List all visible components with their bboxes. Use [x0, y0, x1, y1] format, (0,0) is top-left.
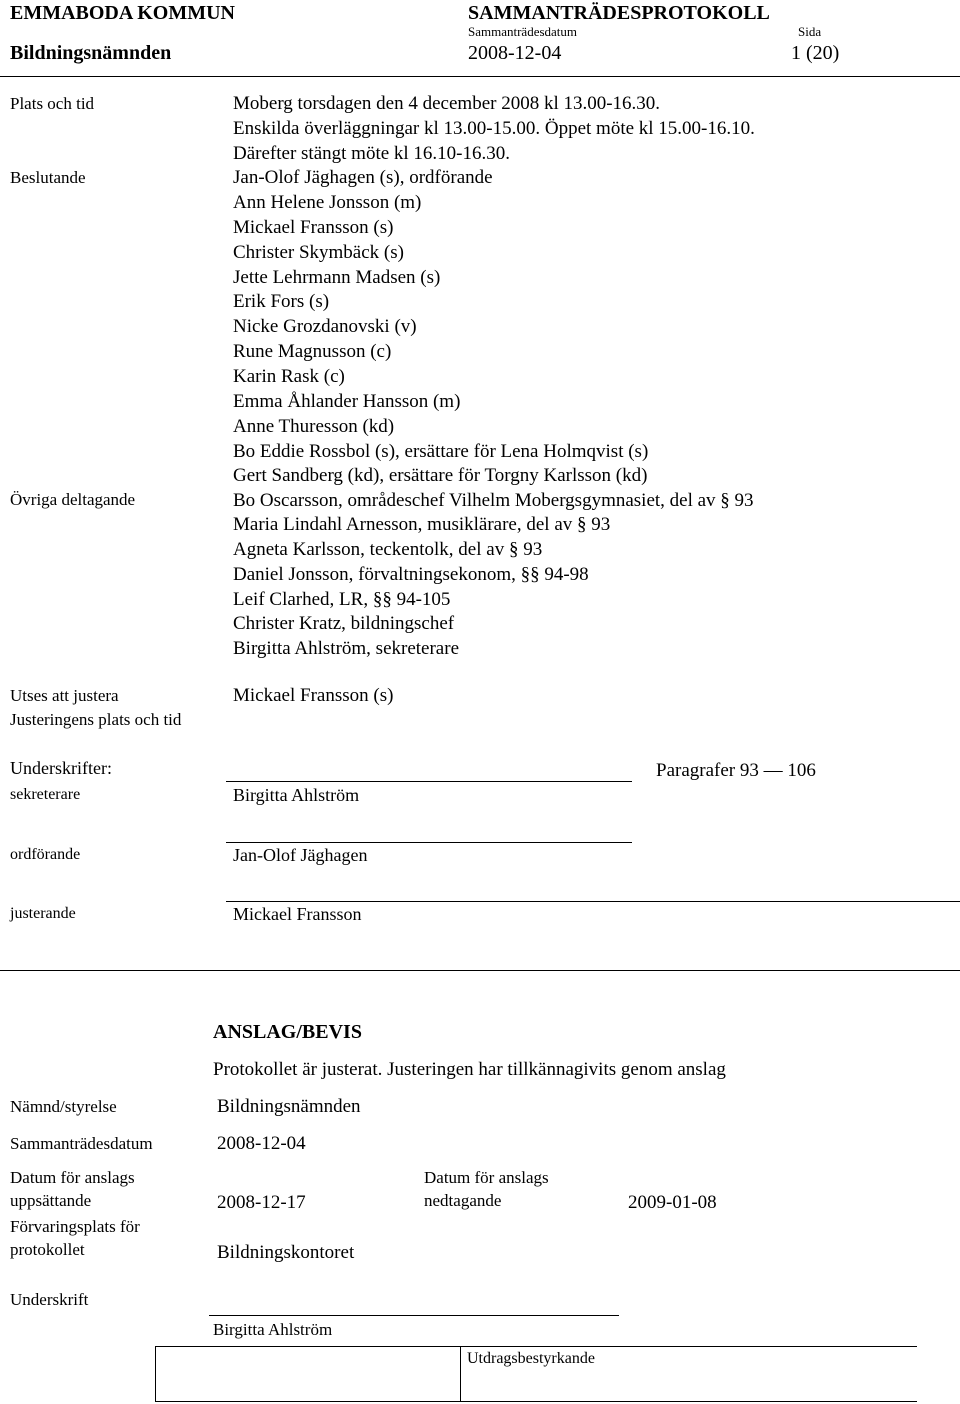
notice-statement: Protokollet är justerat. Justeringen har tillkännagivits genom anslag	[213, 1059, 726, 1080]
storage-label: protokollet	[10, 1240, 85, 1259]
deciding-member: Mickael Fransson (s)	[233, 217, 394, 238]
deciding-member: Bo Eddie Rossbol (s), ersättare för Lena Holmqvist (s)	[233, 441, 649, 462]
deciding-member: Rune Magnusson (c)	[233, 341, 392, 362]
adjustment-place-label: Justeringens plats och tid	[10, 710, 182, 729]
signature-role: ordförande	[10, 846, 81, 863]
signature-line	[226, 781, 632, 782]
deciding-member: Ann Helene Jonsson (m)	[233, 192, 422, 213]
signature-name: Jan-Olof Jäghagen	[233, 845, 368, 865]
deciding-member: Christer Skymbäck (s)	[233, 242, 404, 263]
notice-signature-line	[209, 1315, 619, 1316]
other-participant: Birgitta Ahlström, sekreterare	[233, 638, 460, 659]
deciding-member: Jette Lehrmann Madsen (s)	[233, 267, 441, 288]
other-participant: Leif Clarhed, LR, §§ 94-105	[233, 589, 451, 610]
storage-value: Bildningskontoret	[217, 1242, 355, 1263]
document-type: SAMMANTRÄDESPROTOKOLL	[468, 2, 770, 24]
place-line: Därefter stängt möte kl 16.10-16.30.	[233, 143, 511, 164]
signature-name: Mickael Fransson	[233, 904, 362, 924]
certification-box-left	[155, 1346, 156, 1401]
place-line: Moberg torsdagen den 4 december 2008 kl 13.00-16.30.	[233, 93, 661, 114]
municipality-name: EMMABODA KOMMUN	[10, 2, 235, 24]
deciding-member: Karin Rask (c)	[233, 366, 345, 387]
board-label: Nämnd/styrelse	[10, 1097, 117, 1116]
storage-label: Förvaringsplats för	[10, 1217, 140, 1236]
other-participant: Daniel Jonsson, förvaltningsekonom, §§ 94-98	[233, 564, 589, 585]
deciding-member: Anne Thuresson (kd)	[233, 416, 395, 437]
notice-signature-name: Birgitta Ahlström	[213, 1320, 333, 1339]
posted-date-label: Datum för anslags	[10, 1168, 135, 1187]
place-label: Plats och tid	[10, 94, 95, 113]
certification-label: Utdragsbestyrkande	[467, 1350, 595, 1367]
signature-line	[226, 842, 632, 843]
removed-date-value: 2009-01-08	[628, 1192, 717, 1213]
meeting-date: 2008-12-04	[468, 42, 562, 64]
notice-signature-label: Underskrift	[10, 1290, 89, 1309]
certification-box-divider	[460, 1346, 461, 1401]
signature-role: sekreterare	[10, 786, 81, 803]
deciding-member: Jan-Olof Jäghagen (s), ordförande	[233, 167, 493, 188]
certification-box-top	[155, 1346, 917, 1347]
removed-date-label: nedtagande	[424, 1191, 502, 1210]
section-divider	[0, 970, 960, 971]
adjuster-name: Mickael Fransson (s)	[233, 685, 394, 706]
adjuster-label: Utses att justera	[10, 686, 119, 705]
deciding-member: Gert Sandberg (kd), ersättare för Torgny Karlsson (kd)	[233, 465, 648, 486]
page-label: Sida	[798, 24, 822, 39]
board-value: Bildningsnämnden	[217, 1096, 361, 1117]
certification-box-bottom	[155, 1401, 917, 1402]
signature-line	[226, 901, 960, 902]
others-label: Övriga deltagande	[10, 490, 136, 509]
header-divider	[0, 76, 960, 77]
signature-name: Birgitta Ahlström	[233, 785, 360, 805]
posted-date-value: 2008-12-17	[217, 1192, 306, 1213]
committee-name: Bildningsnämnden	[10, 42, 172, 64]
deciding-member: Nicke Grozdanovski (v)	[233, 316, 417, 337]
paragraph-range: Paragrafer 93 — 106	[656, 760, 816, 781]
page-number: 1 (20)	[791, 42, 840, 64]
other-participant: Agneta Karlsson, teckentolk, del av § 93	[233, 539, 543, 560]
deciding-member: Erik Fors (s)	[233, 291, 330, 312]
notice-meeting-date-value: 2008-12-04	[217, 1133, 306, 1154]
notice-title: ANSLAG/BEVIS	[213, 1021, 362, 1043]
place-line: Enskilda överläggningar kl 13.00-15.00. Öppet möte kl 15.00-16.10.	[233, 118, 755, 139]
date-label: Sammanträdesdatum	[468, 24, 578, 39]
other-participant: Bo Oscarsson, områdeschef Vilhelm Mobergsgymnasiet, del av § 93	[233, 490, 754, 511]
posted-date-label: uppsättande	[10, 1191, 92, 1210]
notice-meeting-date-label: Sammanträdesdatum	[10, 1134, 153, 1153]
deciding-label: Beslutande	[10, 168, 86, 187]
removed-date-label: Datum för anslags	[424, 1168, 549, 1187]
other-participant: Christer Kratz, bildningschef	[233, 613, 455, 634]
signature-role: justerande	[10, 905, 76, 922]
deciding-member: Emma Åhlander Hansson (m)	[233, 391, 461, 412]
signatures-heading: Underskrifter:	[10, 758, 112, 778]
other-participant: Maria Lindahl Arnesson, musiklärare, del av § 93	[233, 514, 611, 535]
